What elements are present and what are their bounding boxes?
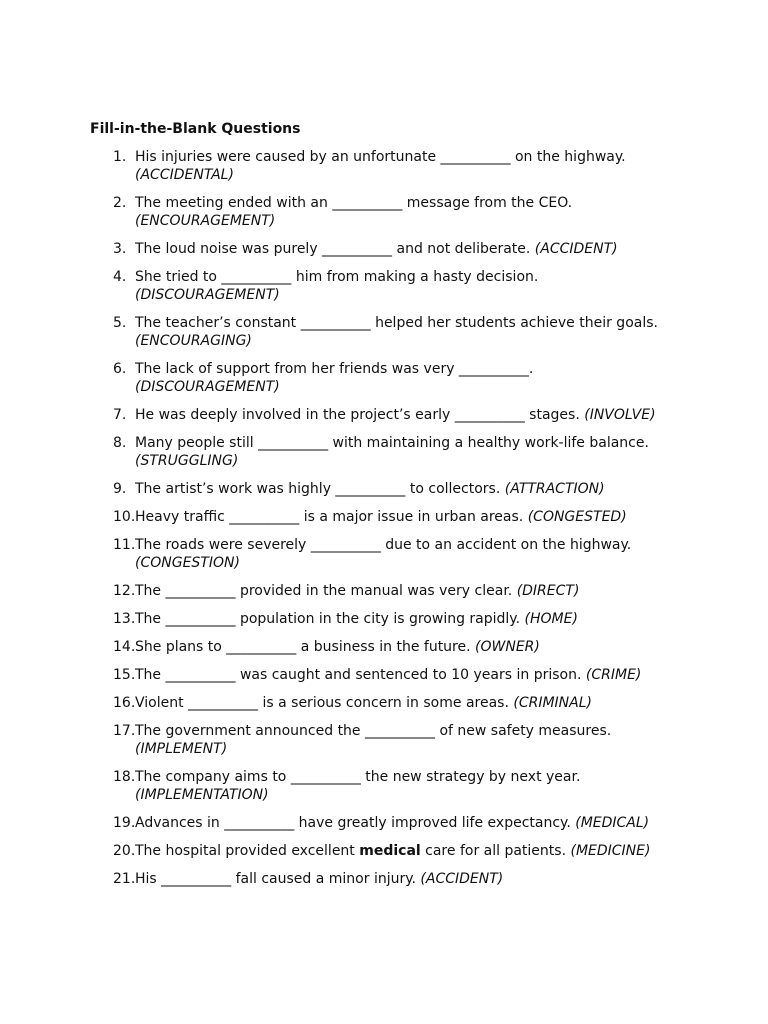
question-number: 20. [113,843,136,859]
question-text: Violent __________ is a serious concern in some areas. [135,695,509,711]
question-item [113,360,733,396]
question-item [113,194,733,230]
question-hint: (MEDICAL) [575,815,650,831]
question-number: 13. [113,611,136,627]
question-body [135,870,733,888]
question-hint: (OWNER) [475,639,540,655]
question-number: 8. [113,435,127,451]
question-text: She plans to __________ a business in the future. [135,639,471,655]
question-text: The company aims to __________ the new strategy by next year. [135,769,581,785]
question-list [113,148,733,898]
question-hint: (DIRECT) [516,583,580,599]
question-number: 15. [113,667,136,683]
question-text: His injuries were caused by an unfortunate __________ on the highway. [135,149,626,165]
question-text: The meeting ended with an __________ message from the CEO. [135,195,573,211]
question-number: 17. [113,723,136,739]
question-hint: (ACCIDENT) [420,871,504,887]
question-number: 19. [113,815,136,831]
question-body [135,536,733,572]
question-text: The roads were severely __________ due to an accident on the highway. [135,537,632,553]
question-number: 14. [113,639,136,655]
question-text: He was deeply involved in the project’s early __________ stages. [135,407,580,423]
question-hint: (CONGESTED) [527,509,627,525]
question-number: 10. [113,509,136,525]
question-bold-word: medical [359,843,421,859]
question-text: The artist’s work was highly __________ to collectors. [135,481,501,497]
question-body [135,148,733,184]
question-text: The __________ provided in the manual was very clear. [135,583,513,599]
question-body [135,406,733,424]
question-text: His __________ fall caused a minor injury. [135,871,416,887]
question-number: 6. [113,361,127,377]
question-body [135,638,733,656]
question-item [113,610,733,628]
question-item [113,536,733,572]
question-item [113,508,733,526]
question-number: 18. [113,769,136,785]
question-hint: (INVOLVE) [584,407,656,423]
question-number: 1. [113,149,127,165]
question-hint: (ENCOURAGING) [135,333,252,349]
question-hint: (MEDICINE) [570,843,651,859]
question-number: 5. [113,315,127,331]
question-number: 3. [113,241,127,257]
question-hint: (IMPLEMENTATION) [135,787,269,803]
question-item [113,666,733,684]
question-number: 9. [113,481,127,497]
question-hint: (ATTRACTION) [504,481,605,497]
question-text: She tried to __________ him from making a hasty decision. [135,269,539,285]
question-text: The lack of support from her friends was very __________. [135,361,534,377]
question-body [135,842,733,860]
question-text-before: The hospital provided excellent [135,843,355,859]
question-text: The loud noise was purely __________ and not deliberate. [135,241,531,257]
question-body [135,434,733,470]
question-number: 4. [113,269,127,285]
worksheet-title: Fill-in-the-Blank Questions [90,121,301,137]
question-hint: (CRIME) [585,667,642,683]
question-hint: (DISCOURAGEMENT) [135,379,280,395]
question-body [135,194,733,230]
question-body [135,268,733,304]
question-item [113,814,733,832]
question-item [113,148,733,184]
question-number: 2. [113,195,127,211]
question-item [113,314,733,350]
question-item [113,768,733,804]
question-hint: (ENCOURAGEMENT) [135,213,276,229]
question-hint: (CRIMINAL) [513,695,592,711]
question-text: The __________ was caught and sentenced to 10 years in prison. [135,667,582,683]
question-body [135,508,733,526]
question-item [113,434,733,470]
question-text: Advances in __________ have greatly improved life expectancy. [135,815,571,831]
question-text: Heavy traffic __________ is a major issue in urban areas. [135,509,524,525]
question-body [135,666,733,684]
question-item [113,240,733,258]
question-body [135,768,733,804]
question-text: The teacher’s constant __________ helped her students achieve their goals. [135,315,658,331]
question-hint: (HOME) [524,611,578,627]
question-number: 7. [113,407,127,423]
question-number: 11. [113,537,136,553]
question-text: The government announced the __________ of new safety measures. [135,723,612,739]
question-body [135,360,733,396]
question-item [113,268,733,304]
question-item [113,694,733,712]
question-body [135,480,733,498]
question-item [113,582,733,600]
question-text-after: care for all patients. [425,843,567,859]
question-hint: (CONGESTION) [135,555,240,571]
question-hint: (ACCIDENTAL) [135,167,234,183]
question-item [113,870,733,888]
question-hint: (ACCIDENT) [534,241,618,257]
question-item [113,638,733,656]
question-body [135,582,733,600]
question-body [135,722,733,758]
question-body [135,814,733,832]
question-body [135,314,733,350]
question-item [113,722,733,758]
question-text: Many people still __________ with maintaining a healthy work-life balance. [135,435,649,451]
question-number: 12. [113,583,136,599]
question-body [135,694,733,712]
question-hint: (STRUGGLING) [135,453,239,469]
question-number: 21. [113,871,136,887]
question-item [113,480,733,498]
question-item [113,842,733,860]
question-hint: (DISCOURAGEMENT) [135,287,280,303]
question-item [113,406,733,424]
question-text: The __________ population in the city is growing rapidly. [135,611,521,627]
question-body [135,610,733,628]
question-hint: (IMPLEMENT) [135,741,228,757]
question-number: 16. [113,695,136,711]
question-body [135,240,733,258]
